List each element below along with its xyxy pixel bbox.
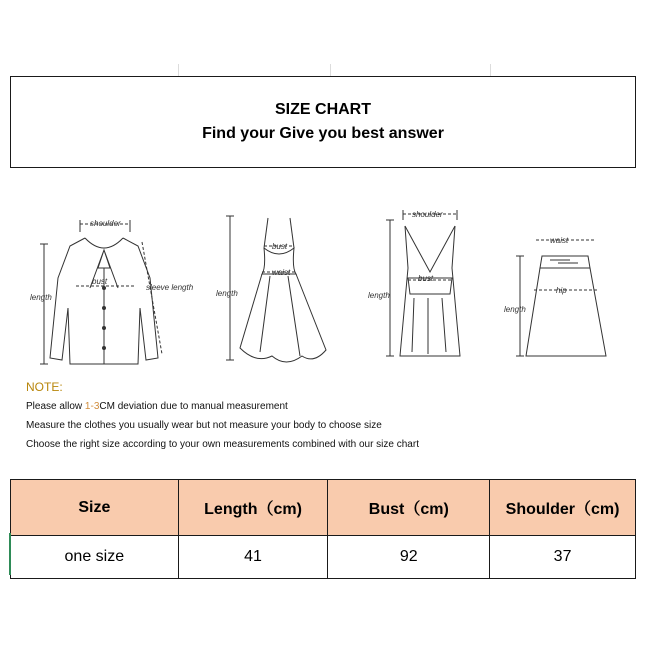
cell-length: 41 xyxy=(178,536,328,579)
title-box xyxy=(10,76,636,168)
cell-bust: 92 xyxy=(328,536,490,579)
size-table xyxy=(10,479,636,579)
label-waist: waist xyxy=(550,236,569,245)
table-row xyxy=(11,536,636,579)
label-shoulder: shoulder xyxy=(90,219,121,228)
table-header-row xyxy=(11,480,636,536)
note-line-3: Choose the right size according to your own measurements combined with our size chart xyxy=(26,439,419,450)
tank-top-illustration xyxy=(386,210,460,356)
page-subtitle: Find your Give you best answer xyxy=(202,125,444,142)
cell-shoulder: 37 xyxy=(490,536,636,579)
dress-illustration xyxy=(226,216,326,362)
label-sleeve-length: sleeve length xyxy=(146,283,194,292)
page-title: SIZE CHART xyxy=(275,101,371,118)
grid-line xyxy=(178,64,179,76)
note-line-2: Measure the clothes you usually wear but not measure your body to choose size xyxy=(26,420,382,431)
blouse-illustration xyxy=(40,220,162,364)
label-shoulder: shoulder xyxy=(412,210,443,219)
label-bust: bust xyxy=(272,242,288,251)
measurement-note xyxy=(26,378,419,454)
label-length: length xyxy=(30,293,52,302)
label-waist: waist xyxy=(272,268,291,277)
note-line-1 xyxy=(26,397,419,416)
measurement-diagram xyxy=(10,168,636,478)
label-length: length xyxy=(368,291,390,300)
grid-line xyxy=(330,64,331,76)
spreadsheet-gridlines xyxy=(0,0,646,76)
header-size: Size xyxy=(11,480,179,536)
row-selection-marker xyxy=(9,533,11,575)
note-line-1-highlight: 1-3 xyxy=(84,401,100,412)
label-length: length xyxy=(216,289,238,298)
note-line-1-suffix: CM deviation due to manual measurement xyxy=(99,401,288,412)
label-hip: hip xyxy=(556,286,567,295)
grid-line xyxy=(490,64,491,76)
label-bust: bust xyxy=(92,277,108,286)
cell-size: one size xyxy=(11,536,179,579)
note-line-1-prefix: Please allow xyxy=(26,401,85,412)
label-bust: bust xyxy=(418,274,434,283)
header-bust: Bust（cm) xyxy=(328,480,490,536)
header-shoulder: Shoulder（cm) xyxy=(490,480,636,536)
header-length: Length（cm) xyxy=(178,480,328,536)
skirt-illustration xyxy=(516,240,606,356)
label-length: length xyxy=(504,305,526,314)
note-title: NOTE: xyxy=(26,380,63,394)
